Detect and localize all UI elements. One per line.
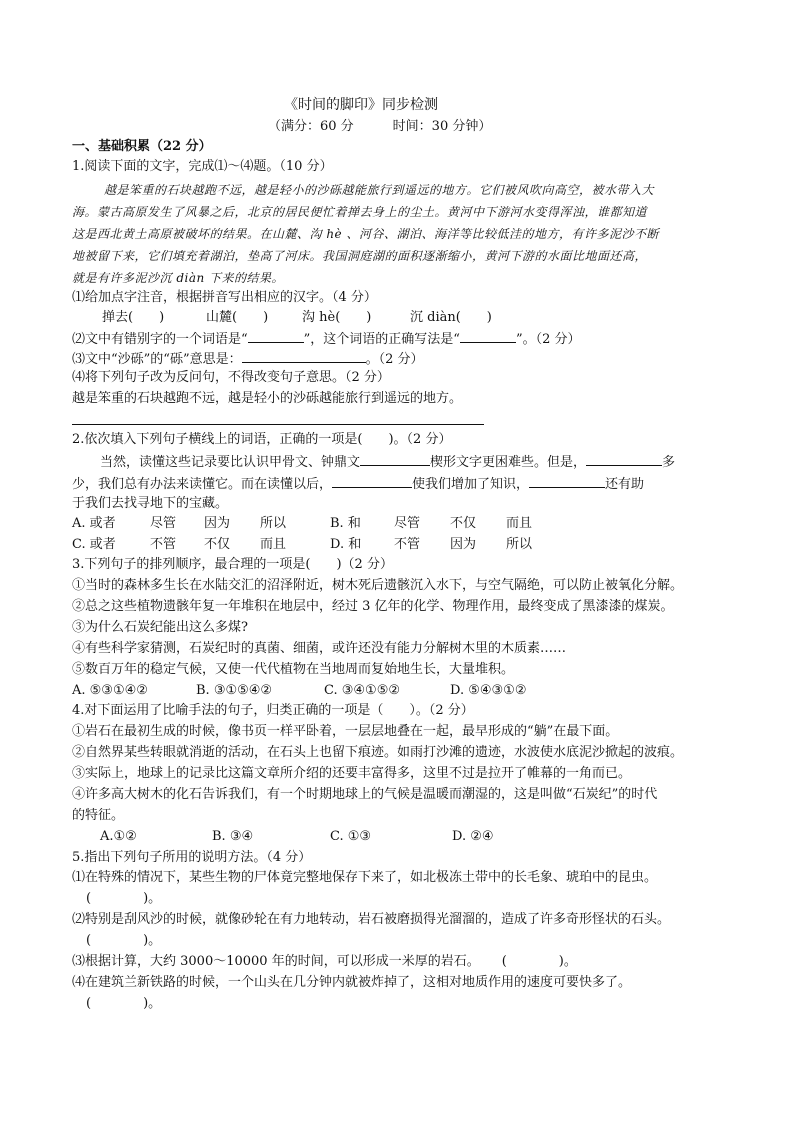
option-c[interactable]: C. 或者 bbox=[72, 537, 116, 552]
answer-blank[interactable] bbox=[586, 452, 662, 466]
option-word: 所以 bbox=[260, 516, 287, 531]
option-word: 所以 bbox=[506, 537, 533, 552]
subquestion-3: ⑶文中“沙砾”的“砾”意思是： 。（2 分） bbox=[72, 349, 424, 369]
q2-passage-line: 于我们去找寻地下的宝藏。 bbox=[72, 496, 229, 511]
sentence-item: ③为什么石炭纪能出这么多煤? bbox=[72, 620, 248, 635]
passage-line: 这是西北黄土高原被破坏的结果。在山麓、沟 hè 、河谷、湖泊、海洋等比较低洼的地方，有许多泥沙不断 bbox=[72, 227, 659, 241]
option-word: 不仅 bbox=[204, 537, 231, 552]
answer-blank[interactable]: ( )。 bbox=[86, 996, 162, 1011]
option-a[interactable]: A.①② bbox=[100, 829, 137, 844]
passage-line: 海。蒙古高原发生了风暴之后，北京的居民便忙着掸去身上的尘土。黄河中下游河水变得浑浊，谁都知道 bbox=[72, 205, 648, 219]
exam-meta: （满分：60 分 时间：30 分钟） bbox=[268, 119, 492, 134]
option-c[interactable]: C. ③④①⑤② bbox=[324, 683, 401, 698]
question-3-stem: 3.下列句子的排列顺序，最合理的一项是( )（2 分） bbox=[72, 557, 393, 572]
answer-blank[interactable] bbox=[332, 474, 412, 488]
passage-line: 就是有许多泥沙沉 diàn 下来的结果。 bbox=[72, 271, 285, 285]
option-b[interactable]: B. 和 bbox=[330, 516, 361, 531]
option-d[interactable]: D. ②④ bbox=[452, 829, 494, 844]
sentence-item: ⑵特别是刮风沙的时候，就像砂轮在有力地转动，岩石被磨损得光溜溜的，造成了许多奇形怪状的石头。 bbox=[72, 912, 671, 927]
q2-passage-line: 少，我们总有办法来读懂它。而在读懂以后， 使我们增加了知识， 还有助 bbox=[72, 474, 644, 494]
option-word: 不仅 bbox=[450, 516, 477, 531]
option-word: 不管 bbox=[394, 537, 421, 552]
option-word: 因为 bbox=[450, 537, 477, 552]
pinyin-item: 掸去( ) bbox=[102, 310, 165, 325]
rewrite-sentence: 越是笨重的石块越跑不远，越是轻小的沙砾越能旅行到遥远的地方。 bbox=[72, 391, 463, 406]
subquestion-4: ⑷将下列句子改为反问句，不得改变句子意思。（2 分） bbox=[72, 370, 390, 385]
option-b[interactable]: B. ③①⑤④② bbox=[196, 683, 273, 698]
option-a[interactable]: A. ⑤③①④② bbox=[72, 683, 148, 698]
option-a[interactable]: A. 或者 bbox=[72, 516, 116, 531]
page-title: 《时间的脚印》同步检测 bbox=[284, 97, 438, 113]
sentence-item: ②总之这些植物遗骸年复一年堆积在地层中，经过 3 亿年的化学、物理作用，最终变成了黑漆漆的煤炭。 bbox=[72, 599, 674, 614]
sentence-item: ⑷在建筑兰新铁路的时候，一个山头在几分钟内就被炸掉了，这相对地质作用的速度可要快多了。 bbox=[72, 975, 632, 990]
answer-line[interactable] bbox=[72, 424, 484, 425]
option-word: 尽管 bbox=[394, 516, 421, 531]
question-5-stem: 5.指出下列句子所用的说明方法。（4 分） bbox=[72, 850, 312, 865]
q2-passage-line: 当然，读懂这些记录要比认识甲骨文、钟鼎文 楔形文字更困难些。但是， 多 bbox=[100, 452, 675, 472]
option-word: 不管 bbox=[150, 537, 177, 552]
option-c[interactable]: C. ①③ bbox=[330, 829, 372, 844]
sentence-item: ⑴在特殊的情况下，某些生物的尸体竟完整地保存下来了，如北极冻土带中的长毛象、琥珀中的昆虫。 bbox=[72, 870, 658, 885]
pinyin-item: 沟 hè( ) bbox=[302, 310, 372, 325]
sentence-item: ①岩石在最初生成的时候，像书页一样平卧着，一层层地叠在一起，最早形成的“躺”在最下面。 bbox=[72, 724, 619, 739]
sentence-item: ③实际上，地球上的记录比这篇文章所介绍的还要丰富得多，这里不过是拉开了帷幕的一角而已。 bbox=[72, 766, 632, 781]
answer-blank[interactable]: ( )。 bbox=[501, 954, 577, 969]
option-b[interactable]: B. ③④ bbox=[212, 829, 254, 844]
answer-blank[interactable]: ( )。 bbox=[86, 891, 162, 906]
option-word: 而且 bbox=[260, 537, 287, 552]
subquestion-1: ⑴给加点字注音，根据拼音写出相应的汉字。（4 分） bbox=[72, 290, 377, 305]
question-2-stem: 2.依次填入下列句子横线上的词语，正确的一项是( )。（2 分） bbox=[72, 432, 452, 447]
pinyin-item: 山麓( ) bbox=[206, 310, 269, 325]
answer-blank[interactable] bbox=[248, 329, 304, 343]
pinyin-item: 沉 diàn( ) bbox=[410, 310, 492, 325]
question-1-stem: 1.阅读下面的文字，完成⑴～⑷题。（10 分） bbox=[72, 159, 333, 174]
sentence-item: ⑶根据计算，大约 3000～10000 年的时间，可以形成一米厚的岩石。 ( )。 bbox=[72, 954, 577, 969]
answer-blank[interactable]: ( )。 bbox=[86, 933, 162, 948]
question-4-stem: 4.对下面运用了比喻手法的句子，归类正确的一项是（ ）。（2 分） bbox=[72, 703, 474, 718]
sentence-item: ④许多高大树木的化石告诉我们，有一个时期地球上的气候是温暖而潮湿的，这是叫做“石炭纪”的时代 bbox=[72, 787, 658, 802]
option-d[interactable]: D. 和 bbox=[330, 537, 362, 552]
option-word: 尽管 bbox=[150, 516, 177, 531]
sentence-item: 的特征。 bbox=[72, 808, 125, 823]
sentence-item: ①当时的森林多生长在水陆交汇的沼泽附近，树木死后遗骸沉入水下，与空气隔绝，可以防止被氧化分解。 bbox=[72, 578, 684, 593]
subquestion-2: ⑵文中有错别字的一个词语是“ ”，这个词语的正确写法是“ ”。（2 分） bbox=[72, 329, 581, 349]
answer-blank[interactable] bbox=[360, 452, 430, 466]
sentence-item: ⑤数百万年的稳定气候，又使一代代植物在当地周而复始地生长，大量堆积。 bbox=[72, 662, 515, 677]
passage-line: 越是笨重的石块越跑不远，越是轻小的沙砾越能旅行到遥远的地方。它们被风吹向高空，被水带入大 bbox=[104, 183, 655, 197]
option-d[interactable]: D. ⑤④③①② bbox=[450, 683, 527, 698]
passage-line: 地被留下来，它们填充着湖泊，垫高了河床。我国洞庭湖的面积逐渐缩小，黄河下游的水面比地面还高， bbox=[72, 249, 648, 263]
sentence-item: ②自然界某些转眼就消逝的活动，在石头上也留下痕迹。如雨打沙滩的遗迹，水波使水底泥沙掀起的波痕。 bbox=[72, 745, 684, 760]
option-word: 因为 bbox=[204, 516, 231, 531]
sentence-item: ④有些科学家猜测，石炭纪时的真菌、细菌，或许还没有能力分解树木里的木质素…… bbox=[72, 641, 567, 656]
answer-blank[interactable] bbox=[242, 349, 366, 363]
section-heading: 一、基础积累（22 分） bbox=[72, 139, 212, 154]
option-word: 而且 bbox=[506, 516, 533, 531]
answer-blank[interactable] bbox=[529, 474, 605, 488]
answer-blank[interactable] bbox=[460, 329, 516, 343]
